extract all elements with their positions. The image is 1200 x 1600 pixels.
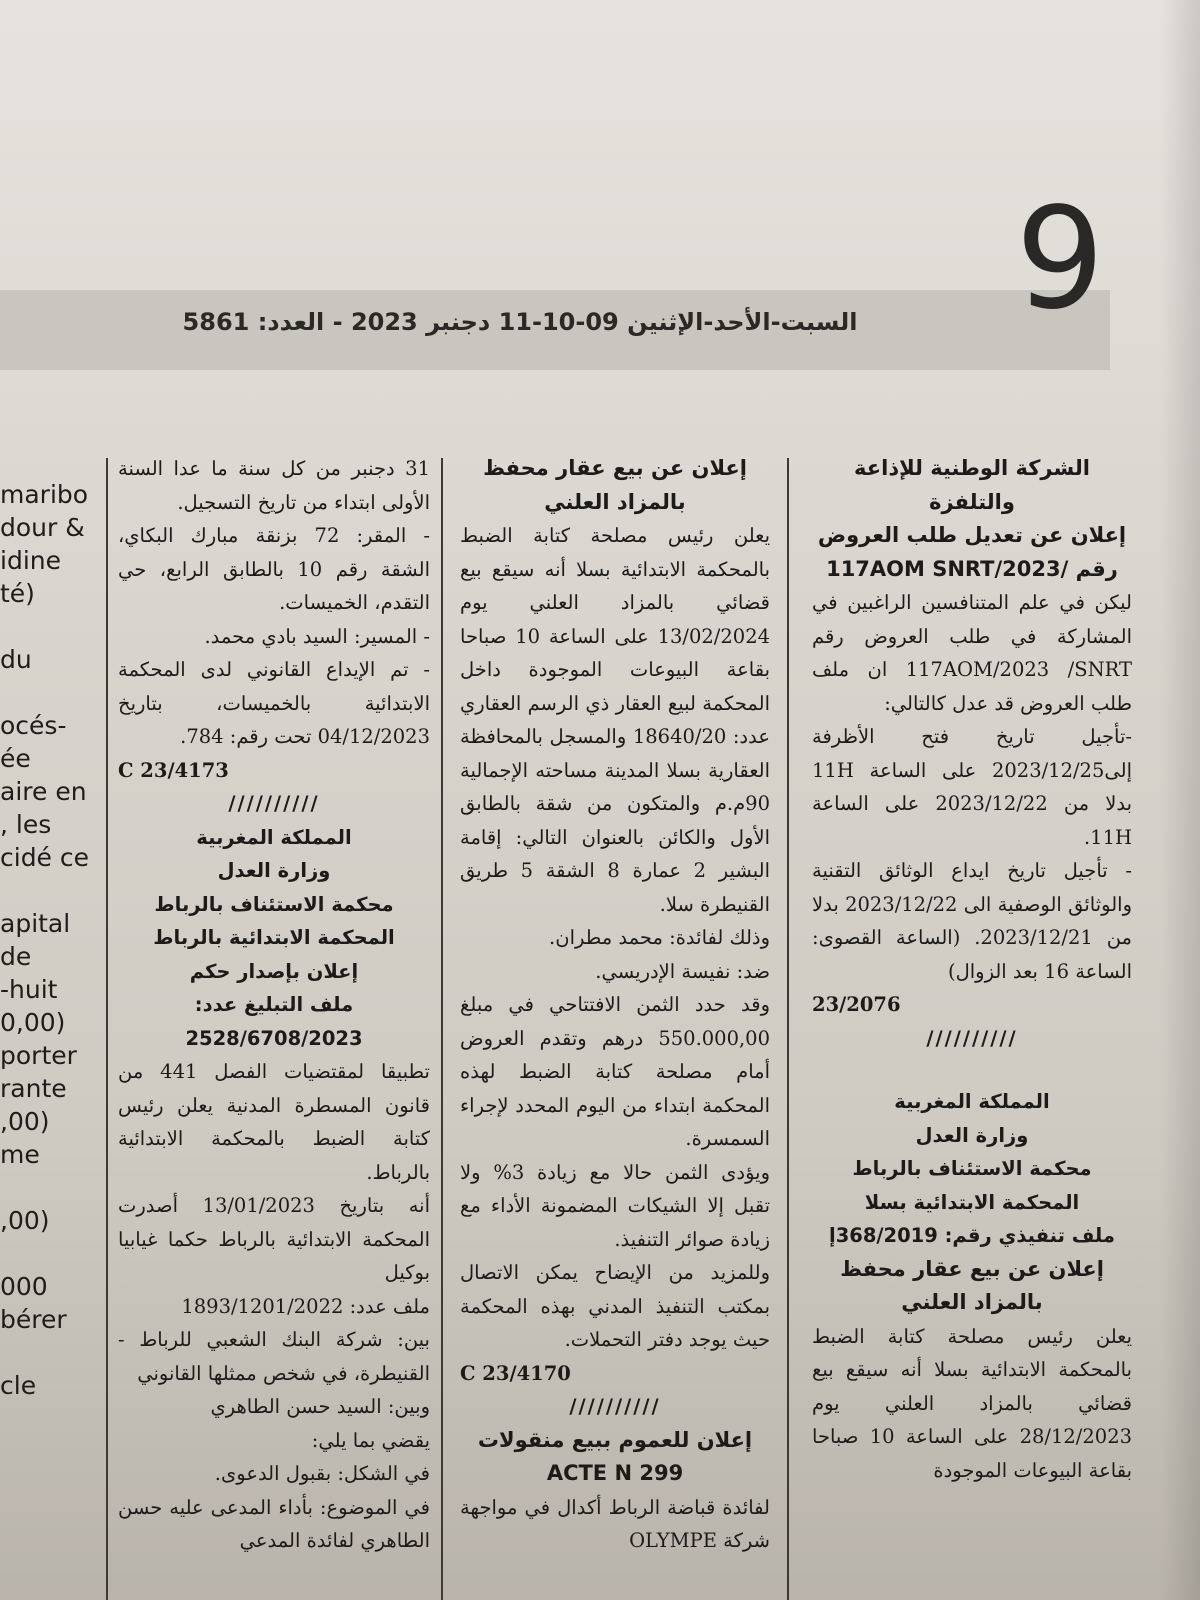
notice-company-title: الشركة الوطنية للإذاعة والتلفزة — [854, 456, 1090, 514]
file-number: ملف تنفيذي رقم: 368/2019إ — [829, 1224, 1115, 1247]
left-strip-line: cidé ce — [0, 843, 90, 872]
left-strip-line: , les — [0, 810, 52, 839]
left-strip-line — [0, 676, 98, 709]
notice-body: 31 دجنبر من كل سنة ما عدا السنة الأولى ابتداء من تاريخ التسجيل. — [118, 457, 430, 514]
left-strip-line: ée — [0, 744, 31, 773]
appeal-court-heading: محكمة الاستئناف بالرباط — [154, 892, 394, 916]
left-strip-line: -huit — [0, 975, 58, 1004]
column-left — [118, 452, 430, 1600]
notice-body: أنه بتاريخ 13/01/2023 أصدرت المحكمة الابتدائية بالرباط حكما غيابيا بوكيل — [118, 1194, 430, 1284]
left-strip-line: ,00) — [0, 1107, 50, 1136]
left-strip-line: du — [0, 645, 32, 674]
notice-title: إعلان عن تعديل طلب العروض رقم /117AOM SNRT/2023 — [817, 523, 1127, 581]
left-strip-line: océs- — [0, 711, 67, 740]
column-rule — [106, 458, 108, 1600]
notice-title: إعلان عن بيع عقار محفظ بالمزاد العلني — [840, 1256, 1104, 1314]
notice-title: إعلان للعموم ببيع منقولات — [477, 1427, 753, 1452]
appeal-court-heading: محكمة الاستئناف بالرباط — [852, 1157, 1092, 1180]
left-strip-line: cle — [0, 1371, 37, 1400]
notice-body: تطبيقا لمقتضيات الفصل 441 من قانون المسطرة المدنية يعلن رئيس كتابة الضبط بالمحكمة الابتدائية بالرباط. — [118, 1060, 430, 1184]
left-strip-line: apital — [0, 909, 71, 938]
notice-separator: ////////// — [926, 1026, 1018, 1050]
left-column-cut-text — [0, 478, 98, 1600]
notice-body: يعلن رئيس مصلحة كتابة الضبط بالمحكمة الابتدائية بسلا أنه سيقع بيع قضائي بالمزاد العلني يوم 13/02/2024 على الساعة 10 صباحا بقاعة البيوعات الموجودة داخل المحكمة لبيع العقار ذي الرسم العقاري عدد: 18640/20 والمسجل بالمحافظة العقارية بسلا المدينة مساحته الإجمالية 90م.م والمتكون من شقة بالطابق الأول والكائن بالعنوان التالي: إقامة البشير 2 عمارة 8 الشقة 5 طريق القنيطرة سلا. — [460, 524, 770, 916]
page-edge-shadow — [1160, 0, 1200, 1600]
ministry-heading: وزارة العدل — [915, 1123, 1029, 1147]
notice-body: -تأجيل تاريخ فتح الأظرفة إلى2023/12/25 على الساعة 11H بدلا من 2023/12/22 على الساعة 11H. — [812, 725, 1132, 849]
notice-body: في الشكل: بقبول الدعوى. — [214, 1462, 430, 1485]
notice-body: لفائدة قباضة الرباط أكدال في مواجهة شركة OLYMPE — [460, 1495, 770, 1552]
left-strip-line: 000 — [0, 1272, 48, 1301]
file-label: ملف التبليغ عدد: — [194, 993, 354, 1016]
notice-separator: ////////// — [228, 792, 320, 815]
notice-body: وبين: السيد حسن الطاهري — [210, 1395, 430, 1418]
first-court-heading: المحكمة الابتدائية بالرباط — [153, 926, 395, 949]
file-number: 2528/6708/2023 — [185, 1026, 363, 1050]
page-number: 9 — [1015, 178, 1105, 341]
left-strip-line — [0, 1237, 98, 1270]
left-strip-line — [0, 610, 98, 643]
notice-beneficiary: وذلك لفائدة: محمد مطران. — [549, 926, 770, 949]
notice-body: يعلن رئيس مصلحة كتابة الضبط بالمحكمة الابتدائية بسلا أنه سيقع بيع قضائي بالمزاد العلني يوم 28/12/2023 على الساعة 10 صباحا بقاعة البيوعات الموجودة — [812, 1324, 1132, 1482]
left-strip-line: de — [0, 942, 32, 971]
notice-title: إعلان عن بيع عقار محفظ بالمزاد العلني — [483, 456, 747, 514]
column-middle — [460, 452, 770, 1600]
notice-body: - المسير: السيد بادي محمد. — [204, 624, 430, 648]
notice-body: - المقر: 72 بزنقة مبارك البكاي، الشقة رقم 10 بالطابق الرابع، حي التقدم، الخميسات. — [118, 524, 430, 614]
kingdom-heading: المملكة المغربية — [196, 825, 352, 849]
left-strip-line — [0, 1336, 98, 1369]
issue-dateline: السبت-الأحد-الإثنين 09-10-11 دجنبر 2023 - العدد: 5861 — [182, 308, 858, 336]
notice-body: ملف عدد: 1893/1201/2022 — [181, 1294, 430, 1318]
left-strip-line: ,00) — [0, 1206, 50, 1235]
first-court-heading: المحكمة الابتدائية بسلا — [864, 1190, 1080, 1214]
notice-body: بين: شركة البنك الشعبي للرباط - القنيطرة، في شخص ممثلها القانوني — [118, 1328, 430, 1385]
left-strip-line: rante — [0, 1074, 67, 1103]
left-strip-line — [0, 874, 98, 907]
notice-body: يقضي بما يلي: — [311, 1428, 430, 1452]
notice-defendant: ضد: نفيسة الإدريسي. — [595, 959, 770, 983]
left-strip-line: me — [0, 1140, 40, 1169]
left-strip-line: 0,00) — [0, 1008, 66, 1037]
kingdom-heading: المملكة المغربية — [894, 1090, 1050, 1113]
notice-body: وللمزيد من الإيضاح يمكن الاتصال بمكتب التنفيذ المدني بهذه المحكمة حيث يوجد دفتر التحملات. — [460, 1261, 770, 1351]
left-strip-line — [0, 1171, 98, 1204]
notice-body: ليكن في علم المتنافسين الراغبين في المشاركة في طلب العروض رقم 117AOM/2023 /SNRT ان ملف طلب العروض قد عدل كالتالي: — [812, 591, 1132, 715]
notice-body: وقد حدد الثمن الافتتاحي في مبلغ 550.000,00 درهم وتقدم العروض أمام مصلحة كتابة الضبط لهذه المحكمة ابتداء من اليوم المحدد لإجراء السمسرة. — [460, 993, 770, 1150]
column-rule — [441, 458, 443, 1600]
left-strip-line: aire en — [0, 777, 87, 806]
left-strip-line: idine — [0, 546, 61, 575]
ministry-heading: وزارة العدل — [217, 859, 331, 882]
acte-number: ACTE N 299 — [546, 1461, 684, 1485]
left-strip-line: té) — [0, 579, 35, 608]
left-strip-line: porter — [0, 1041, 77, 1070]
notice-body: ويؤدى الثمن حالا مع زيادة 3% ولا تقبل إلا الشيكات المضمونة الأداء مع زيادة صوائر التنفيذ. — [460, 1160, 770, 1251]
notice-body: في الموضوع: بأداء المدعى عليه حسن الطاهري لفائدة المدعي — [118, 1495, 430, 1552]
notice-reference: C 23/4170 — [460, 1361, 571, 1385]
column-rule — [787, 458, 789, 1600]
notice-body: - تم الإيداع القانوني لدى المحكمة الابتدائية بالخميسات، بتاريخ 04/12/2023 تحت رقم: 784. — [118, 658, 430, 748]
notice-reference: C 23/4173 — [118, 758, 229, 782]
notice-separator: ////////// — [569, 1395, 661, 1418]
notice-title: إعلان بإصدار حكم — [189, 959, 359, 983]
left-strip-line: dour & — [0, 513, 85, 542]
notice-reference: 23/2076 — [812, 993, 901, 1016]
spacer — [812, 1055, 1132, 1085]
left-strip-line: bérer — [0, 1305, 67, 1334]
notice-body: - تأجيل تاريخ ايداع الوثائق التقنية والوثائق الوصفية الى 2023/12/22 بدلا من 2023/12/21. (الساعة القصوى: الساعة 16 بعد الزوال) — [812, 859, 1132, 983]
column-right — [812, 452, 1132, 1600]
left-strip-line: maribo — [0, 480, 89, 509]
